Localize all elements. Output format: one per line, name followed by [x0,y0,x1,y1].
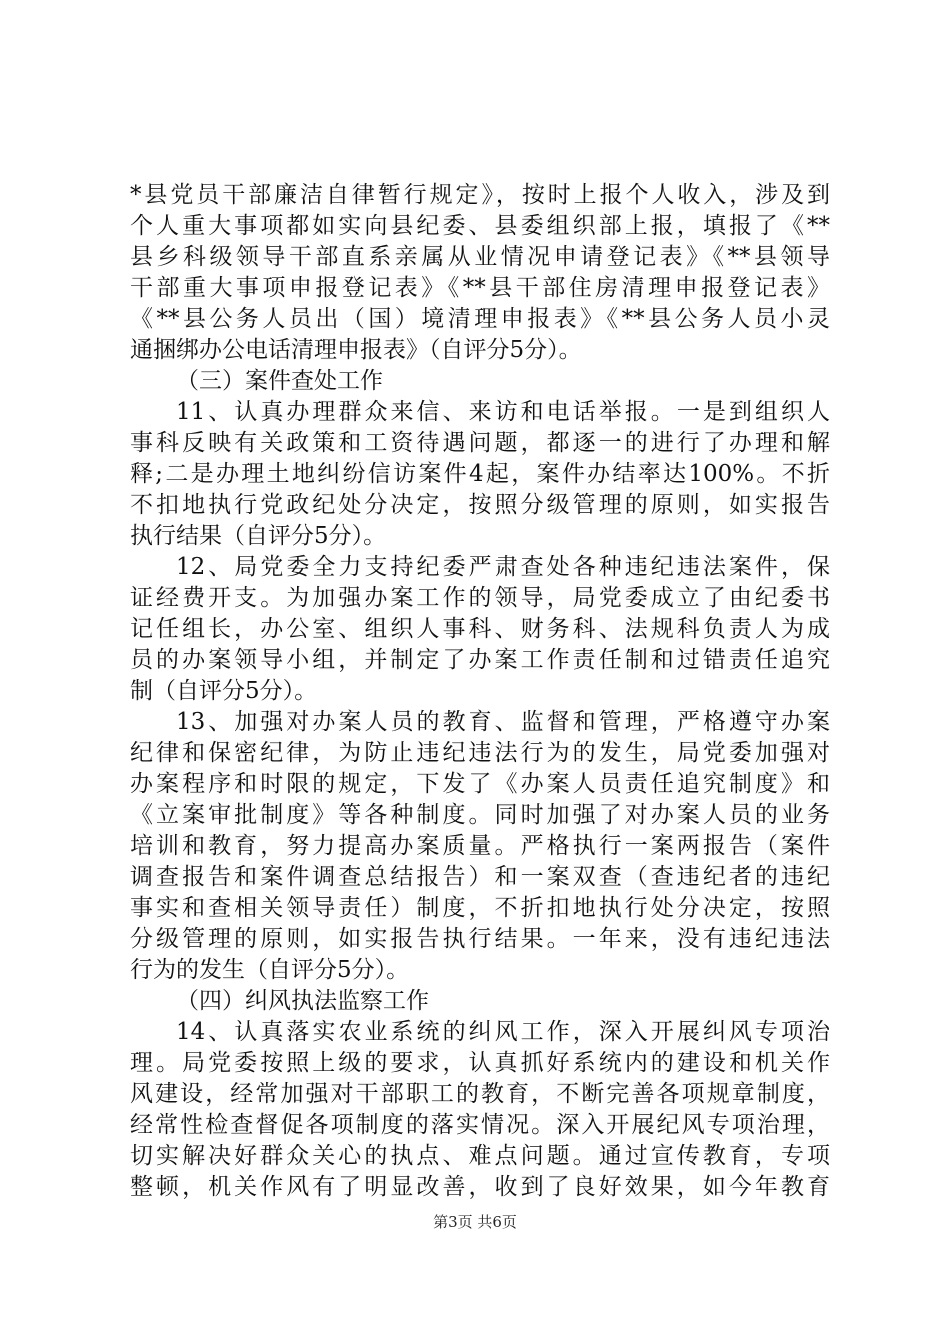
section-heading [130,986,830,1017]
text-line: 整顿，机关作风有了明显改善，收到了良好效果，如今年教育 [130,1174,830,1200]
text-line: 干部重大事项申报登记表》《**县干部住房清理申报登记表》 [130,275,830,301]
text-line: 14、认真落实农业系统的纠风工作，深入开展纠风专项治 [176,1019,830,1045]
page-footer [0,1212,950,1232]
text-line: 纪律和保密纪律，为防止违纪违法行为的发生，局党委加强对 [130,740,830,766]
section-heading [130,366,830,397]
page-number-label: 第3页 共6页 [433,1213,517,1231]
text-line: 经常性检查督促各项制度的落实情况。深入开展纪风专项治理， [130,1112,830,1138]
text-line: （四）纠风执法监察工作 [176,988,429,1014]
paragraph [130,180,830,366]
paragraph [130,397,830,552]
text-line: 风建设，经常加强对干部职工的教育，不断完善各项规章制度， [130,1081,830,1107]
text-line: 制（自评分5分）。 [130,678,318,704]
text-line: 分级管理的原则，如实报告执行结果。一年来，没有违纪违法 [130,926,830,952]
paragraph [130,552,830,707]
text-line: 个人重大事项都如实向县纪委、县委组织部上报，填报了《** [130,213,830,239]
text-line: 《立案审批制度》等各种制度。同时加强了对办案人员的业务 [130,802,830,828]
text-line: 通捆绑办公电话清理申报表》（自评分5分）。 [130,337,582,363]
text-line: *县党员干部廉洁自律暂行规定》，按时上报个人收入，涉及到 [130,182,830,208]
text-line: 调查报告和案件调查总结报告）和一案双查（查违纪者的违纪 [130,864,830,890]
text-line: 12、局党委全力支持纪委严肃查处各种违纪违法案件，保 [176,554,830,580]
text-line: 切实解决好群众关心的执点、难点问题。通过宣传教育，专项 [130,1143,830,1169]
paragraph [130,707,830,986]
text-line: 行为的发生（自评分5分）。 [130,957,410,983]
text-line: （三）案件查处工作 [176,368,383,394]
text-line: 11、认真办理群众来信、来访和电话举报。一是到组织人 [176,399,830,425]
text-line: 不扣地执行党政纪处分决定，按照分级管理的原则，如实报告 [130,492,830,518]
text-line: 办案程序和时限的规定，下发了《办案人员责任追究制度》和 [130,771,830,797]
text-line: 证经费开支。为加强办案工作的领导，局党委成立了由纪委书 [130,585,830,611]
text-line: 《**县公务人员出（国）境清理申报表》《**县公务人员小灵 [130,306,830,332]
text-line: 培训和教育，努力提高办案质量。严格执行一案两报告（案件 [130,833,830,859]
text-line: 13、加强对办案人员的教育、监督和管理，严格遵守办案 [176,709,830,735]
paragraph [130,1017,830,1203]
text-line: 执行结果（自评分5分）。 [130,523,387,549]
text-line: 员的办案领导小组，并制定了办案工作责任制和过错责任追究 [130,647,830,673]
text-line: 记任组长，办公室、组织人事科、财务科、法规科负责人为成 [130,616,830,642]
text-line: 县乡科级领导干部直系亲属从业情况申请登记表》《**县领导 [130,244,830,270]
document-body [130,180,830,1203]
text-line: 理。局党委按照上级的要求，认真抓好系统内的建设和机关作 [130,1050,830,1076]
text-line: 释;二是办理土地纠纷信访案件4起，案件办结率达100%。不折 [130,461,830,487]
text-line: 事实和查相关领导责任）制度，不折扣地执行处分决定，按照 [130,895,830,921]
text-line: 事科反映有关政策和工资待遇问题，都逐一的进行了办理和解 [130,430,830,456]
